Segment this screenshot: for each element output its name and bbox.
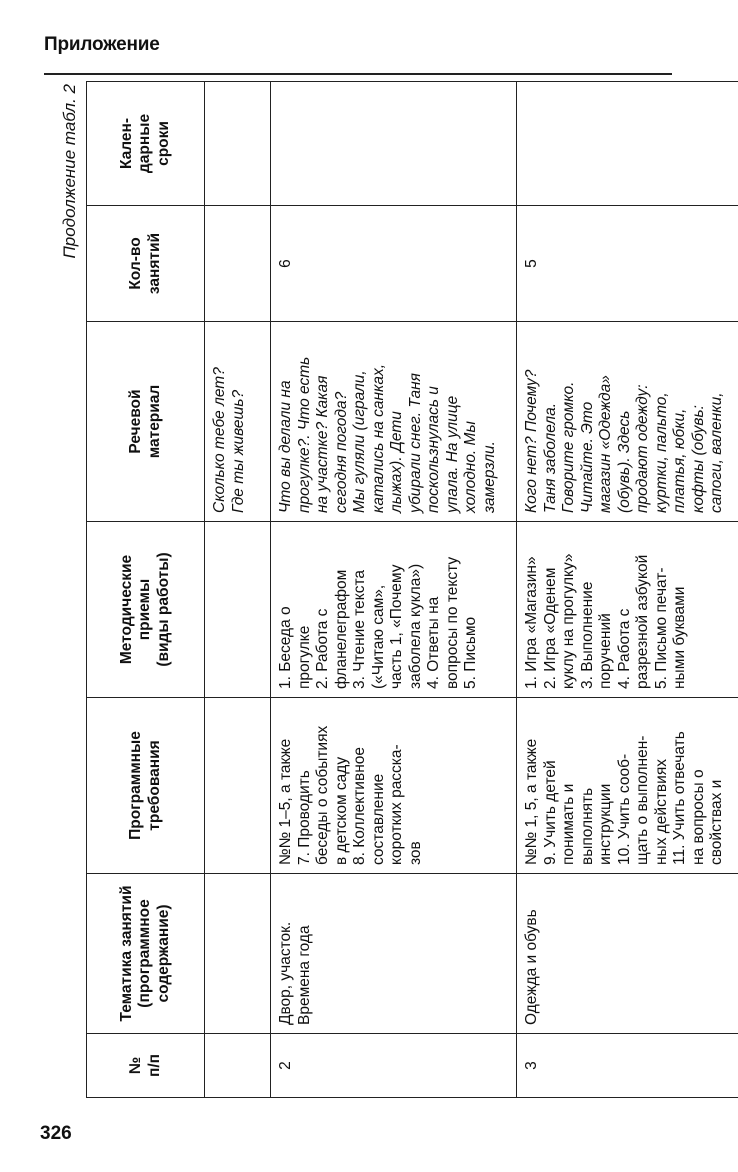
cell-line: ных действиях — [652, 759, 670, 865]
schedule-table — [86, 81, 738, 1098]
cell-line: убирали снег. Таня — [406, 373, 424, 513]
row-speech — [205, 322, 271, 522]
cell-line: Речевой — [127, 389, 144, 454]
cell-line: № — [127, 1056, 144, 1075]
row-speech — [517, 322, 738, 522]
row-theme — [271, 874, 517, 1034]
cell-line: 4. Работа с — [615, 608, 633, 689]
cell-line: Кален- — [117, 117, 135, 170]
cell-line: вопросы по тексту — [443, 556, 461, 689]
row-requirements — [517, 698, 738, 874]
col-header-dates — [87, 82, 205, 206]
row-num: 2 — [271, 1034, 517, 1098]
row-requirements — [271, 698, 517, 874]
cell-line: занятий — [145, 232, 163, 295]
cell-line: продают одежду: — [634, 384, 651, 513]
row-dates — [271, 82, 517, 206]
col-header-methods — [87, 522, 205, 698]
cell-line: катались на санках, — [369, 363, 387, 513]
cell-line: сегодня погода? — [332, 391, 350, 513]
cell-line: фланелеграфом — [332, 569, 350, 689]
cell-line: 1. Игра «Магазин» — [523, 556, 540, 689]
cell-line: выполнять — [578, 787, 596, 865]
col-header-theme — [87, 874, 205, 1034]
cell-line: ными буквами — [671, 586, 688, 689]
cell-line: 2. Игра «Оденем — [541, 567, 559, 689]
row-dates — [205, 82, 271, 206]
cell-line: Мы гуляли (играли, — [351, 370, 368, 513]
cell-line: 4. Ответы на — [425, 596, 442, 689]
col-header-num — [87, 1034, 205, 1098]
page-number: 326 — [40, 1123, 72, 1144]
cell-line: инструкции — [597, 783, 614, 865]
header-rule — [44, 73, 672, 75]
cell-line: щать о выполнен- — [634, 735, 651, 865]
col-header-count — [87, 206, 205, 322]
cell-line: сроки — [154, 121, 172, 166]
col-header-speech — [87, 322, 205, 522]
row-num: 3 — [517, 1034, 738, 1098]
cell-line: понимать и — [560, 783, 577, 865]
cell-line: часть 1, «Почему — [388, 564, 405, 689]
cell-line: 2. Работа с — [314, 608, 331, 689]
cell-line: (виды работы) — [154, 552, 172, 667]
row-methods — [205, 522, 271, 698]
cell-line: Кол-во — [127, 237, 144, 290]
cell-line: дарные — [136, 113, 154, 174]
cell-line: в детском саду — [332, 756, 350, 865]
cell-line: 11. Учить отвечать — [671, 731, 688, 865]
cell-line: содержание) — [154, 904, 172, 1003]
cell-line: платья, юбки, — [671, 408, 688, 513]
cell-line: Двор, участок. — [277, 921, 294, 1025]
cell-line: 3. Выполнение — [578, 581, 596, 689]
cell-line: приемы — [136, 578, 154, 641]
cell-line: свойствах и — [708, 779, 725, 865]
cell-line: разрезной азбукой — [634, 554, 651, 689]
running-header: Приложение — [44, 34, 160, 55]
row-count — [205, 206, 271, 322]
row-count: 6 — [271, 206, 517, 322]
cell-line: Что вы делали на — [277, 380, 294, 513]
cell-line: 5. Письмо — [462, 616, 479, 689]
table-header-row — [87, 82, 205, 1098]
cell-line: п/п — [145, 1053, 163, 1078]
row-num — [205, 1034, 271, 1098]
cell-line: заболела кукла») — [406, 563, 424, 689]
cell-line: 9. Учить детей — [541, 760, 559, 865]
cell-line: магазин «Одежда» — [597, 375, 614, 513]
cell-line: (программное — [136, 899, 154, 1008]
table-row — [205, 82, 271, 1098]
cell-line: коротких расска- — [388, 744, 405, 865]
cell-line: материал — [145, 384, 163, 459]
rotated-table — [58, 80, 725, 1100]
cell-line: на участке? Какая — [314, 375, 331, 513]
row-speech — [271, 322, 517, 522]
cell-line: 10. Учить сооб- — [615, 753, 633, 865]
cell-line: 1. Беседа о — [277, 606, 294, 689]
cell-line: на вопросы о — [689, 769, 707, 865]
cell-line: №№ 1–5, а также — [277, 738, 294, 865]
cell-line: сапоги, валенки, — [708, 392, 725, 513]
cell-line: Говорите громко. — [560, 381, 577, 513]
row-theme — [205, 874, 271, 1034]
table-row — [517, 82, 738, 1098]
row-count: 5 — [517, 206, 738, 322]
cell-line: поскользнулась и — [425, 386, 442, 513]
cell-line: №№ 1, 5, а также — [523, 738, 540, 865]
cell-line: Кого нет? Почему? — [523, 369, 540, 513]
row-methods — [271, 522, 517, 698]
cell-line: 7. Проводить — [295, 770, 313, 865]
cell-line: 3. Чтение текста — [351, 569, 368, 689]
cell-line: зов — [406, 841, 424, 865]
row-dates — [517, 82, 738, 206]
cell-line: Методические — [117, 554, 135, 665]
cell-line: Где ты живешь? — [229, 389, 247, 513]
row-requirements — [205, 698, 271, 874]
cell-line: замерзли. — [480, 441, 498, 513]
cell-line: беседы о событиях — [314, 725, 331, 865]
cell-line: Таня заболела. — [541, 402, 559, 513]
table-caption: Продолжение табл. 2 — [60, 84, 79, 259]
cell-line: Программные — [127, 731, 144, 840]
row-methods — [517, 522, 738, 698]
cell-line: прогулке — [295, 625, 313, 689]
cell-line: кофты (обувь: — [689, 405, 707, 513]
cell-line: составление — [369, 773, 387, 865]
table-row — [271, 82, 517, 1098]
cell-line: Сколько тебе лет? — [211, 367, 228, 513]
cell-line: (обувь). Здесь — [615, 410, 633, 513]
cell-line: поручений — [597, 613, 614, 689]
cell-line: 5. Письмо печат- — [652, 567, 670, 689]
cell-line: Тематика занятий — [117, 885, 135, 1022]
rotated-table-area — [58, 80, 725, 1100]
cell-line: Читайте. Это — [578, 401, 596, 513]
cell-line: холодно. Мы — [462, 421, 479, 513]
cell-line: 8. Коллективное — [351, 747, 368, 865]
cell-line: Одежда и обувь — [523, 909, 540, 1025]
cell-line: требования — [145, 740, 163, 831]
col-header-requirements — [87, 698, 205, 874]
cell-line: Времена года — [295, 925, 313, 1025]
row-theme — [517, 874, 738, 1034]
cell-line: куклу на прогулку» — [560, 553, 577, 689]
cell-line: упала. На улице — [443, 395, 461, 513]
cell-line: прогулке?. Что есть — [295, 356, 313, 513]
cell-line: куртки, пальто, — [652, 392, 670, 513]
cell-line: («Читаю сам», — [369, 584, 387, 689]
cell-line: лыжах). Дети — [388, 411, 405, 513]
